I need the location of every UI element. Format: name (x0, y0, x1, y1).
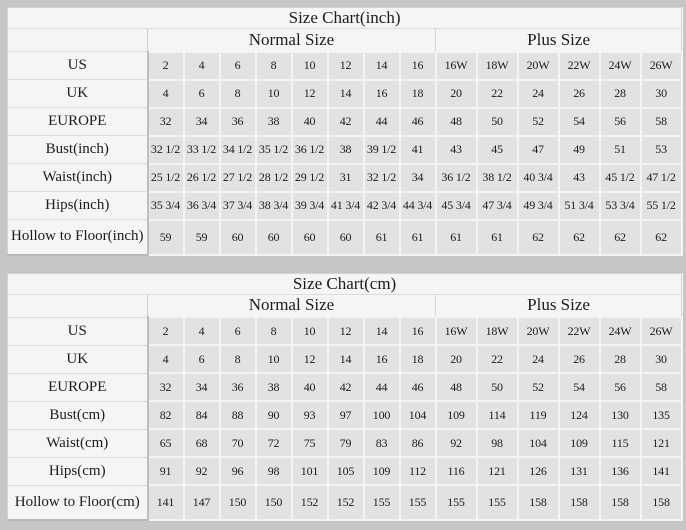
size-value-cell: 47 1/2 (641, 164, 682, 192)
size-value-cell: 46 (400, 373, 436, 401)
size-row (8, 192, 682, 220)
size-value-cell: 34 (184, 108, 220, 136)
size-value-cell: 56 (600, 373, 641, 401)
size-value-cell: 54 (559, 108, 600, 136)
size-value-cell: 62 (559, 220, 600, 255)
table-title-row (8, 273, 682, 294)
size-value-cell: 93 (292, 401, 328, 429)
size-value-cell: 22 (477, 80, 518, 108)
size-value-cell: 22 (477, 345, 518, 373)
size-value-cell: 44 3/4 (400, 192, 436, 220)
size-value-cell: 59 (148, 220, 184, 255)
size-value-cell: 31 (328, 164, 364, 192)
size-value-cell: 38 1/2 (477, 164, 518, 192)
size-value-cell: 4 (184, 317, 220, 345)
size-value-cell: 116 (436, 457, 477, 485)
size-value-cell: 29 1/2 (292, 164, 328, 192)
table-title: Size Chart(cm) (8, 273, 682, 294)
size-value-cell: 124 (559, 401, 600, 429)
size-value-cell: 86 (400, 429, 436, 457)
size-value-cell: 14 (328, 80, 364, 108)
size-value-cell: 8 (256, 317, 292, 345)
size-value-cell: 41 (400, 136, 436, 164)
size-group-header-row (8, 294, 682, 317)
size-value-cell: 36 (220, 373, 256, 401)
size-value-cell: 51 (600, 136, 641, 164)
size-value-cell: 61 (477, 220, 518, 255)
size-row (8, 164, 682, 192)
size-value-cell: 16 (400, 52, 436, 80)
row-label: Waist(cm) (8, 429, 148, 457)
size-value-cell: 10 (292, 317, 328, 345)
size-value-cell: 109 (364, 457, 400, 485)
size-row (8, 220, 682, 255)
table-title: Size Chart(inch) (8, 8, 682, 29)
size-value-cell: 90 (256, 401, 292, 429)
size-value-cell: 141 (641, 457, 682, 485)
size-value-cell: 92 (184, 457, 220, 485)
corner-cell (8, 29, 148, 52)
size-value-cell: 18W (477, 317, 518, 345)
size-group-header-row (8, 29, 682, 52)
size-value-cell: 109 (436, 401, 477, 429)
size-value-cell: 36 1/2 (436, 164, 477, 192)
size-value-cell: 4 (184, 52, 220, 80)
size-row (8, 52, 682, 80)
size-value-cell: 36 1/2 (292, 136, 328, 164)
size-value-cell: 20 (436, 80, 477, 108)
row-label: UK (8, 80, 148, 108)
size-value-cell: 24W (600, 317, 641, 345)
size-value-cell: 38 (328, 136, 364, 164)
size-value-cell: 10 (256, 345, 292, 373)
size-value-cell: 96 (220, 457, 256, 485)
size-value-cell: 82 (148, 401, 184, 429)
size-value-cell: 4 (148, 345, 184, 373)
size-value-cell: 18 (400, 80, 436, 108)
size-value-cell: 54 (559, 373, 600, 401)
size-value-cell: 150 (220, 485, 256, 520)
size-value-cell: 60 (256, 220, 292, 255)
size-value-cell: 155 (400, 485, 436, 520)
size-value-cell: 50 (477, 373, 518, 401)
size-value-cell: 18 (400, 345, 436, 373)
size-value-cell: 12 (328, 317, 364, 345)
size-value-cell: 158 (518, 485, 559, 520)
size-value-cell: 26W (641, 317, 682, 345)
size-value-cell: 35 1/2 (256, 136, 292, 164)
size-value-cell: 26 1/2 (184, 164, 220, 192)
size-value-cell: 27 1/2 (220, 164, 256, 192)
size-value-cell: 45 1/2 (600, 164, 641, 192)
size-value-cell: 135 (641, 401, 682, 429)
size-value-cell: 70 (220, 429, 256, 457)
size-value-cell: 158 (600, 485, 641, 520)
size-value-cell: 68 (184, 429, 220, 457)
row-label: Hollow to Floor(cm) (8, 485, 148, 520)
size-value-cell: 84 (184, 401, 220, 429)
size-value-cell: 98 (477, 429, 518, 457)
size-value-cell: 136 (600, 457, 641, 485)
size-value-cell: 88 (220, 401, 256, 429)
size-value-cell: 26 (559, 80, 600, 108)
size-value-cell: 6 (220, 52, 256, 80)
size-value-cell: 8 (220, 345, 256, 373)
size-value-cell: 126 (518, 457, 559, 485)
size-value-cell: 42 (328, 108, 364, 136)
size-value-cell: 61 (364, 220, 400, 255)
size-value-cell: 62 (518, 220, 559, 255)
row-label: Hips(inch) (8, 192, 148, 220)
size-value-cell: 36 (220, 108, 256, 136)
size-value-cell: 34 (184, 373, 220, 401)
size-value-cell: 62 (641, 220, 682, 255)
size-value-cell: 30 (641, 345, 682, 373)
size-value-cell: 32 1/2 (148, 136, 184, 164)
size-value-cell: 46 (400, 108, 436, 136)
size-value-cell: 14 (364, 317, 400, 345)
table-title-row (8, 8, 682, 29)
size-value-cell: 37 3/4 (220, 192, 256, 220)
size-value-cell: 121 (477, 457, 518, 485)
size-value-cell: 60 (328, 220, 364, 255)
size-value-cell: 25 1/2 (148, 164, 184, 192)
size-value-cell: 36 3/4 (184, 192, 220, 220)
size-value-cell: 26W (641, 52, 682, 80)
size-row (8, 457, 682, 485)
size-value-cell: 16 (364, 80, 400, 108)
size-value-cell: 45 (477, 136, 518, 164)
size-value-cell: 2 (148, 52, 184, 80)
size-value-cell: 28 1/2 (256, 164, 292, 192)
row-label: EUROPE (8, 108, 148, 136)
size-value-cell: 33 1/2 (184, 136, 220, 164)
size-row (8, 80, 682, 108)
normal-size-header: Normal Size (148, 294, 436, 317)
size-row (8, 345, 682, 373)
size-value-cell: 83 (364, 429, 400, 457)
row-label: US (8, 52, 148, 80)
size-value-cell: 47 (518, 136, 559, 164)
size-value-cell: 22W (559, 52, 600, 80)
size-value-cell: 98 (256, 457, 292, 485)
size-value-cell: 18W (477, 52, 518, 80)
size-value-cell: 60 (292, 220, 328, 255)
size-value-cell: 56 (600, 108, 641, 136)
size-value-cell: 32 (148, 373, 184, 401)
size-value-cell: 49 (559, 136, 600, 164)
size-value-cell: 44 (364, 108, 400, 136)
normal-size-header: Normal Size (148, 29, 436, 52)
size-value-cell: 42 3/4 (364, 192, 400, 220)
size-row (8, 429, 682, 457)
size-value-cell: 20W (518, 317, 559, 345)
size-value-cell: 147 (184, 485, 220, 520)
size-value-cell: 38 3/4 (256, 192, 292, 220)
size-row (8, 108, 682, 136)
row-label: Hips(cm) (8, 457, 148, 485)
size-value-cell: 39 3/4 (292, 192, 328, 220)
size-value-cell: 45 3/4 (436, 192, 477, 220)
size-value-cell: 28 (600, 345, 641, 373)
size-value-cell: 104 (518, 429, 559, 457)
size-value-cell: 158 (641, 485, 682, 520)
size-value-cell: 55 1/2 (641, 192, 682, 220)
size-value-cell: 131 (559, 457, 600, 485)
size-value-cell: 49 3/4 (518, 192, 559, 220)
size-value-cell: 58 (641, 108, 682, 136)
size-value-cell: 16W (436, 317, 477, 345)
size-value-cell: 44 (364, 373, 400, 401)
size-value-cell: 51 3/4 (559, 192, 600, 220)
size-value-cell: 32 1/2 (364, 164, 400, 192)
size-value-cell: 150 (256, 485, 292, 520)
size-value-cell: 40 (292, 373, 328, 401)
size-value-cell: 40 (292, 108, 328, 136)
size-value-cell: 35 3/4 (148, 192, 184, 220)
size-value-cell: 115 (600, 429, 641, 457)
size-value-cell: 34 1/2 (220, 136, 256, 164)
size-value-cell: 16W (436, 52, 477, 80)
size-value-cell: 91 (148, 457, 184, 485)
size-value-cell: 109 (559, 429, 600, 457)
size-value-cell: 14 (364, 52, 400, 80)
size-value-cell: 38 (256, 373, 292, 401)
size-value-cell: 65 (148, 429, 184, 457)
size-row (8, 373, 682, 401)
size-value-cell: 38 (256, 108, 292, 136)
size-value-cell: 155 (436, 485, 477, 520)
plus-size-header: Plus Size (436, 29, 682, 52)
size-value-cell: 6 (220, 317, 256, 345)
size-value-cell: 26 (559, 345, 600, 373)
size-value-cell: 39 1/2 (364, 136, 400, 164)
plus-size-header: Plus Size (436, 294, 682, 317)
row-label: Hollow to Floor(inch) (8, 220, 148, 255)
size-value-cell: 62 (600, 220, 641, 255)
size-value-cell: 141 (148, 485, 184, 520)
size-value-cell: 92 (436, 429, 477, 457)
size-value-cell: 72 (256, 429, 292, 457)
size-value-cell: 10 (256, 80, 292, 108)
size-value-cell: 20 (436, 345, 477, 373)
row-label: EUROPE (8, 373, 148, 401)
size-value-cell: 155 (477, 485, 518, 520)
size-row (8, 317, 682, 345)
size-value-cell: 22W (559, 317, 600, 345)
size-value-cell: 20W (518, 52, 559, 80)
size-value-cell: 2 (148, 317, 184, 345)
size-value-cell: 105 (328, 457, 364, 485)
size-value-cell: 42 (328, 373, 364, 401)
size-value-cell: 61 (436, 220, 477, 255)
size-value-cell: 24 (518, 345, 559, 373)
row-label: Bust(cm) (8, 401, 148, 429)
size-value-cell: 6 (184, 80, 220, 108)
size-value-cell: 41 3/4 (328, 192, 364, 220)
size-value-cell: 60 (220, 220, 256, 255)
row-label: Bust(inch) (8, 136, 148, 164)
corner-cell (8, 294, 148, 317)
size-row (8, 485, 682, 520)
size-value-cell: 24 (518, 80, 559, 108)
size-value-cell: 61 (400, 220, 436, 255)
size-value-cell: 79 (328, 429, 364, 457)
size-value-cell: 155 (364, 485, 400, 520)
size-value-cell: 53 3/4 (600, 192, 641, 220)
size-value-cell: 100 (364, 401, 400, 429)
size-value-cell: 16 (364, 345, 400, 373)
size-row (8, 136, 682, 164)
size-value-cell: 104 (400, 401, 436, 429)
size-value-cell: 101 (292, 457, 328, 485)
size-chart-inch-table (7, 7, 683, 256)
size-value-cell: 121 (641, 429, 682, 457)
size-value-cell: 16 (400, 317, 436, 345)
size-row (8, 401, 682, 429)
size-value-cell: 158 (559, 485, 600, 520)
size-chart-cm-table (7, 273, 683, 522)
size-value-cell: 75 (292, 429, 328, 457)
size-value-cell: 112 (400, 457, 436, 485)
size-value-cell: 52 (518, 373, 559, 401)
size-value-cell: 28 (600, 80, 641, 108)
size-value-cell: 48 (436, 373, 477, 401)
size-value-cell: 24W (600, 52, 641, 80)
size-value-cell: 59 (184, 220, 220, 255)
size-value-cell: 152 (292, 485, 328, 520)
size-value-cell: 8 (220, 80, 256, 108)
row-label: UK (8, 345, 148, 373)
size-value-cell: 32 (148, 108, 184, 136)
size-value-cell: 14 (328, 345, 364, 373)
size-value-cell: 114 (477, 401, 518, 429)
row-label: US (8, 317, 148, 345)
size-value-cell: 34 (400, 164, 436, 192)
size-value-cell: 48 (436, 108, 477, 136)
size-value-cell: 52 (518, 108, 559, 136)
size-value-cell: 6 (184, 345, 220, 373)
size-value-cell: 58 (641, 373, 682, 401)
size-value-cell: 8 (256, 52, 292, 80)
size-value-cell: 43 (559, 164, 600, 192)
size-value-cell: 152 (328, 485, 364, 520)
size-value-cell: 50 (477, 108, 518, 136)
size-value-cell: 53 (641, 136, 682, 164)
size-value-cell: 30 (641, 80, 682, 108)
row-label: Waist(inch) (8, 164, 148, 192)
size-value-cell: 4 (148, 80, 184, 108)
size-value-cell: 130 (600, 401, 641, 429)
size-value-cell: 43 (436, 136, 477, 164)
size-value-cell: 12 (328, 52, 364, 80)
size-value-cell: 10 (292, 52, 328, 80)
size-value-cell: 47 3/4 (477, 192, 518, 220)
size-value-cell: 97 (328, 401, 364, 429)
size-value-cell: 40 3/4 (518, 164, 559, 192)
size-value-cell: 12 (292, 80, 328, 108)
size-value-cell: 119 (518, 401, 559, 429)
size-value-cell: 12 (292, 345, 328, 373)
